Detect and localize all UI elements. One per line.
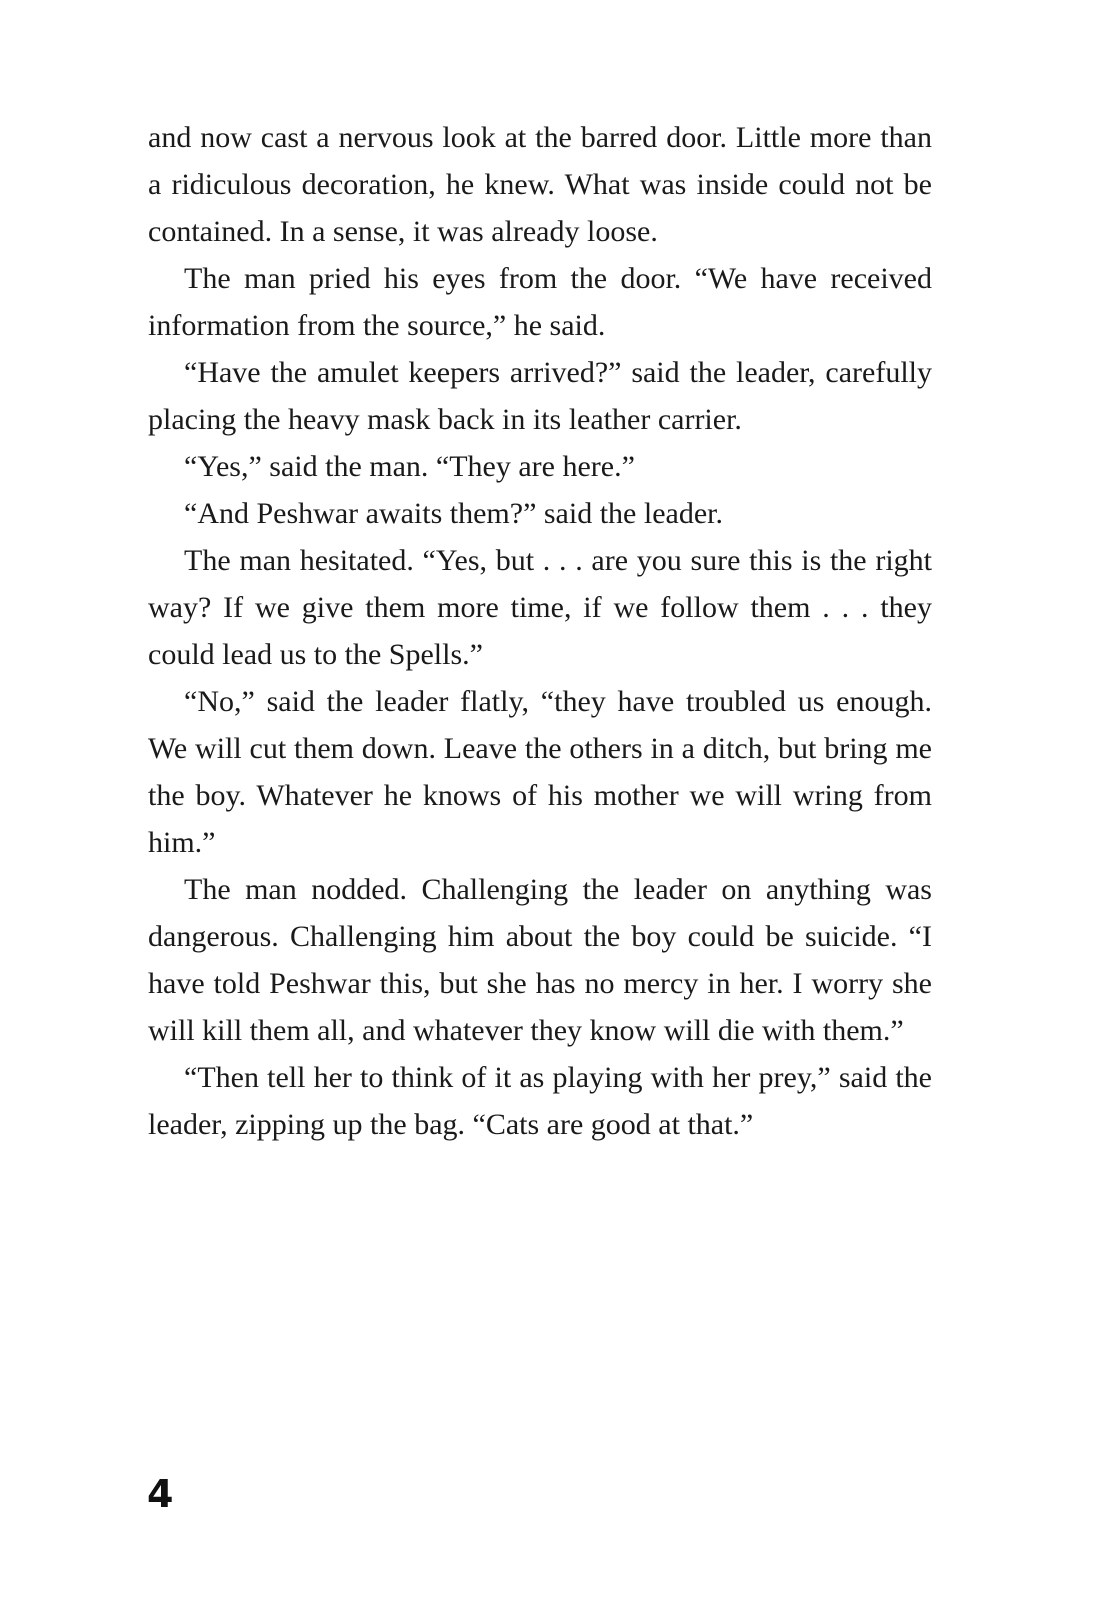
paragraph-7: “No,” said the leader flatly, “they have troubled us enough. We will cut them down. Leave the others in a ditch, but bring me the boy. Whatever he knows of his mother we will wring from him.” xyxy=(148,685,932,859)
body-text xyxy=(148,114,932,1148)
paragraph-8: The man nodded. Challenging the leader on anything was dangerous. Challenging him about the boy could be suicide. “I have told Peshwar this, but she has no mercy in her. I worry she will kill them all, and whatever they know will die with them.” xyxy=(148,873,932,1047)
paragraph-4: “Yes,” said the man. “They are here.” xyxy=(184,450,635,483)
page-number: 4 xyxy=(147,1472,174,1516)
paragraph-1: and now cast a nervous look at the barred door. Little more than a ridiculous decoration, he knew. What was inside could not be contained. In a sense, it was already loose. xyxy=(148,121,932,248)
paragraph-6: The man hesitated. “Yes, but . . . are you sure this is the right way? If we give them more time, if we follow them . . . they could lead us to the Spells.” xyxy=(148,544,932,671)
paragraph-2: The man pried his eyes from the door. “We have received information from the source,” he said. xyxy=(148,262,932,342)
paragraph-9: “Then tell her to think of it as playing with her prey,” said the leader, zipping up the bag. “Cats are good at that.” xyxy=(148,1061,932,1141)
paragraph-5: “And Peshwar awaits them?” said the leader. xyxy=(184,497,723,530)
paragraph-3: “Have the amulet keepers arrived?” said the leader, carefully placing the heavy mask back in its leather carrier. xyxy=(148,356,932,436)
